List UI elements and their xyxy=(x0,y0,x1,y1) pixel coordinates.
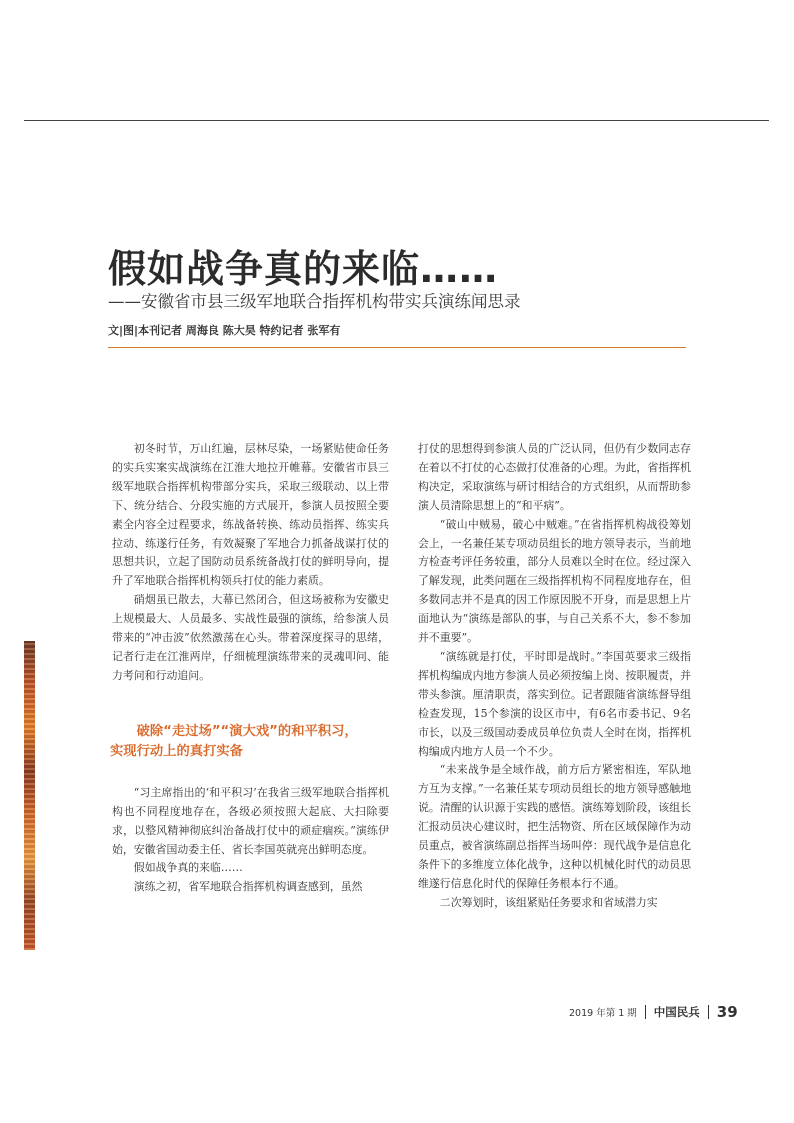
footer-separator xyxy=(708,1005,709,1019)
paragraph: “破山中贼易，破心中贼难。”在省指挥机构战役筹划会上，一名兼任某专项动员组长的地方领导表示，当前地方检查考评任务较重，部分人员难以全时在位。经过深入了解发现，此类问题在三级指挥机构不同程度地存在，但多数同志并不是真的因工作原因脱不开身，而是思想上片面地认为“演练是部队的事，与自己关系不大，参不参加并不重要”。 xyxy=(418,517,691,645)
title-divider xyxy=(108,347,686,348)
paragraph: 演练之初，省军地联合指挥机构调查感到，虽然 xyxy=(133,880,363,894)
right-column xyxy=(418,440,691,913)
page-footer xyxy=(569,1003,738,1021)
paragraph: 假如战争真的来临…… xyxy=(133,861,243,875)
left-column xyxy=(112,440,389,897)
article-byline: 文|图|本刊记者 周海良 陈大昊 特约记者 张军有 xyxy=(108,324,341,337)
footer-separator xyxy=(645,1005,646,1019)
side-photo-strip xyxy=(24,641,35,950)
magazine-name: 中国民兵 xyxy=(653,1005,700,1019)
paragraph: “习主席指出的‘和平积习’在我省三级军地联合指挥机构也不同程度地存在，各级必须按照大起底、大扫除要求，以整风精神彻底纠治备战打仗中的顽症痼疾。”演练伊始，安徽省国动委主任、省长李国英就亮出鲜明态度。 xyxy=(112,785,389,856)
article-title: 假如战争真的来临…… xyxy=(108,247,499,291)
paragraph: 硝烟虽已散去，大幕已然闭合，但这场被称为安徽史上规模最大、人员最多、实战性最强的演练，给参演人员带来的“冲击波”依然激荡在心头。带着深度探寻的思绪，记者行走在江淮两岸，仔细梳理演练带来的灵魂叩问、能力考问和行动追问。 xyxy=(112,593,389,682)
section-heading-line-1: 破除“走过场”“演大戏”的和平积习， xyxy=(136,723,358,739)
article-subtitle: ——安徽省市县三级军地联合指挥机构带实兵演练闻思录 xyxy=(108,292,521,311)
paragraph: “未来战争是全域作战，前方后方紧密相连，军队地方互为支撑。”一名兼任某专项动员组长的地方领导感触地说。清醒的认识源于实践的感悟。演练筹划阶段，该组长汇报动员决心建议时，把生活物资、所在区域保障作为动员重点，被省演练副总指挥当场叫停：现代战争是信息化条件下的多维度立体化战争，这种以机械化时代的动员思维遂行信息化时代的保障任务根本行不通。 xyxy=(418,763,691,890)
section-heading-line-2: 实现行动上的真打实备 xyxy=(110,743,243,759)
paragraph: 打仗的思想得到参演人员的广泛认同，但仍有少数同志存在着以不打仗的心态做打仗准备的心理。为此，省指挥机构决定，采取演练与研讨相结合的方式组织，从而帮助参演人员清除思想上的“和平病”。 xyxy=(418,442,691,512)
top-rule xyxy=(24,120,769,121)
paragraph: 初冬时节，万山红遍，层林尽染，一场紧贴使命任务的实兵实案实战演练在江淮大地拉开帷幕。安徽省市县三级军地联合指挥机构带部分实兵，采取三级联动、以上带下、统分结合、分段实施的方式展开，参演人员按照全要素全内容全过程要求，练战备转换、练动员指挥、练实兵拉动、练遂行任务，有效凝聚了军地合力抓备战谋打仗的思想共识，立起了国防动员系统备战打仗的鲜明导向，提升了军地联合指挥机构领兵打仗的能力素质。 xyxy=(112,442,389,588)
section-heading xyxy=(110,722,389,762)
paragraph: 二次筹划时，该组紧贴任务要求和省域潜力实 xyxy=(439,895,658,909)
paragraph: “演练就是打仗，平时即是战时。”李国英要求三级指挥机构编成内地方参演人员必须按编上岗、按职履责，并带头参演。厘清职责，落实到位。记者跟随省演练督导组检查发现，15个参演的设区市中，有6名市委书记、9名市长，以及三级国动委成员单位负责人全时在岗，指挥机构编成内地方人员一个不少。 xyxy=(418,649,691,758)
page-number: 39 xyxy=(716,1003,738,1021)
issue-label: 2019 年第 1 期 xyxy=(569,1008,637,1019)
